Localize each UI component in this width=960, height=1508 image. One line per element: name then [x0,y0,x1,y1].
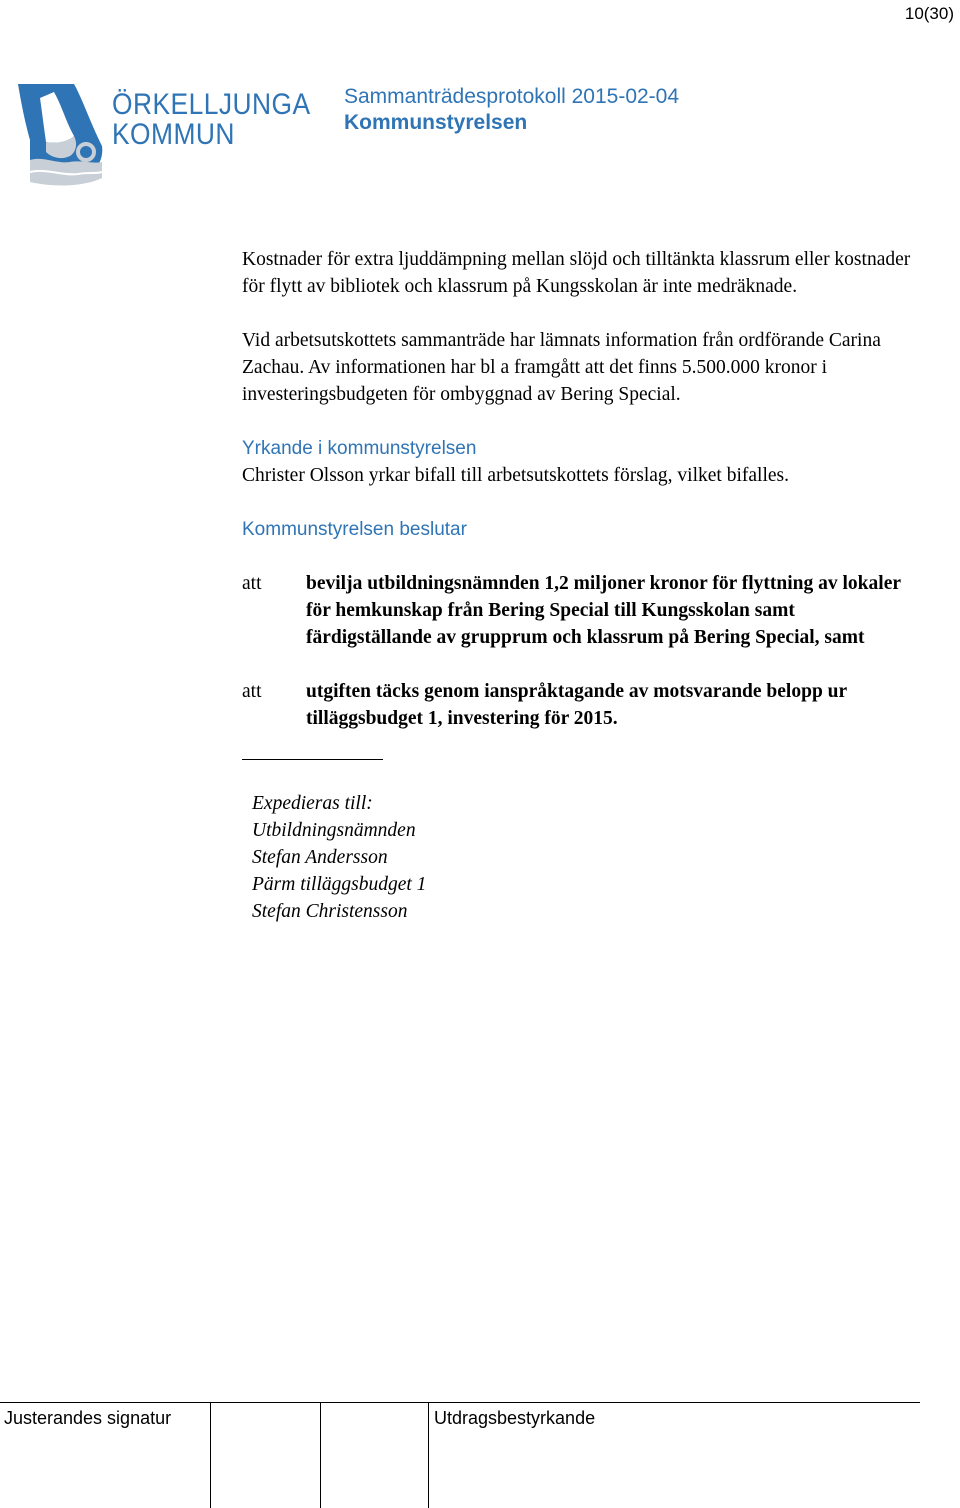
extract-label: Utdragsbestyrkande [434,1408,596,1428]
decision-label: att [242,681,262,702]
document-header [344,84,679,136]
decision-item [242,570,932,651]
distribution-item: Stefan Andersson [252,847,388,868]
page-number: 10(30) [904,4,954,23]
signature-box-divider [210,1402,211,1508]
distribution-item: Utbildningsnämnden [252,820,416,841]
signature-box-divider [320,1402,321,1508]
footer-rule [0,1402,920,1403]
distribution-item: Stefan Christensson [252,901,408,922]
decision-label: att [242,573,262,594]
signature-footer [0,1402,960,1508]
signature-label: Justerandes signatur [4,1408,172,1428]
decision-text: utgiften täcks genom ianspråktagande av motsvarande belopp ur tilläggsbudget 1, investering för 2015. [306,681,847,729]
paragraph: Vid arbetsutskottets sammanträde har lämnats information från ordförande Carina Zachau. Av informationen har bl a framgått att det finns 5.500.000 kronor i investeringsbudgeten för ombyggnad av Bering Special. [242,330,881,405]
distribution-item: Pärm tilläggsbudget 1 [252,874,427,895]
distribution-list [252,790,932,925]
bell-emblem-icon [16,82,106,190]
document-body [242,246,932,925]
distribution-heading: Expedieras till: [252,793,373,814]
beslut-heading: Kommunstyrelsen beslutar [242,519,467,540]
paragraph: Kostnader för extra ljuddämpning mellan slöjd och tilltänkta klassrum eller kostnader för flytt av bibliotek och klassrum på Kungsskolan är inte medräknade. [242,249,911,297]
decision-item [242,678,932,732]
separator-rule [242,759,383,760]
signature-box-divider [428,1402,429,1508]
protocol-title: Sammanträdesprotokoll 2015-02-04 [344,85,680,108]
decision-text: bevilja utbildningsnämnden 1,2 miljoner kronor för flyttning av lokaler för hemkunskap från Bering Special till Kungsskolan samt färdigställande av grupprum och klassrum på Bering Special, samt [306,573,901,648]
body-name: Kommunstyrelsen [344,111,528,134]
yrkande-heading: Yrkande i kommunstyrelsen [242,438,477,459]
logo-wordmark-line2: KOMMUN [112,118,235,151]
yrkande-section [242,435,932,489]
logo-wordmark-line1: ÖRKELLJUNGA [112,88,311,121]
municipality-logo [16,82,311,192]
yrkande-text: Christer Olsson yrkar bifall till arbetsutskottets förslag, vilket bifalles. [242,465,789,486]
